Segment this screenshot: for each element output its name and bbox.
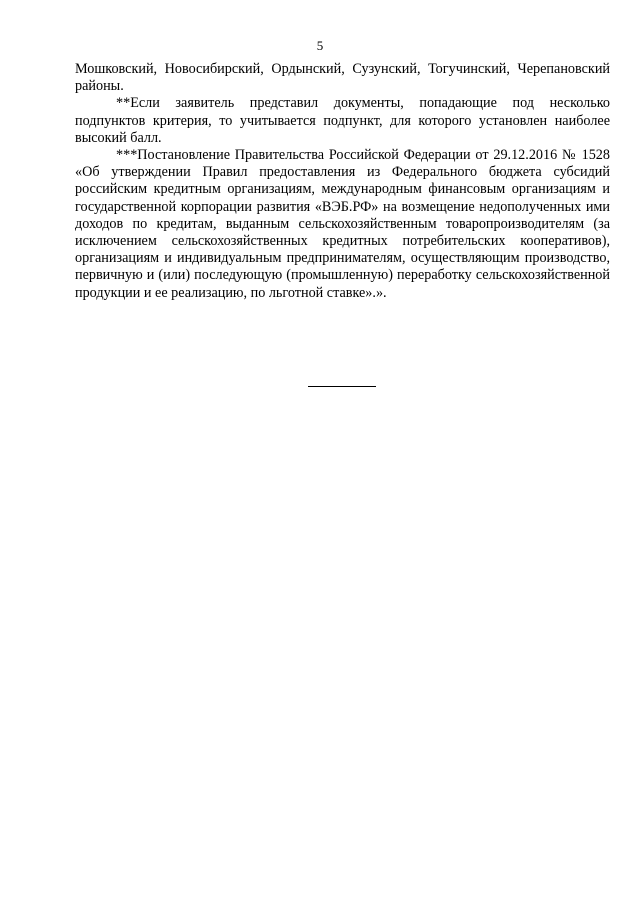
footnote-triple-asterisk: ***Постановление Правительства Российской Федерации от 29.12.2016 № 1528 «Об утверждении Правил предоставления из Федерального бюджета субсидий российским кредитным организациям, международным финансовым организациям и государственной корпорации развития «ВЭБ.РФ» на возмещение недополученных ими доходов по кредитам, выданным сельскохозяйственным товаропроизводителям (за исключением сельскохозяйственных кредитных потребительских кооперативов), организациям и индивидуальным предпринимателям, осуществляющим производство, первичную и (или) последующую (промышленную) переработку сельскохозяйственной продукции и ее реализацию, по льготной ставке».». xyxy=(75,147,610,301)
page-number: 5 xyxy=(316,38,324,53)
end-divider-line xyxy=(308,386,376,387)
footnote-double-asterisk: **Если заявитель представил документы, попадающие под несколько подпунктов критерия, то учитывается подпункт, для которого установлен наиболее высокий балл. xyxy=(75,95,610,146)
document-body xyxy=(75,61,610,302)
paragraph-districts: Мошковский, Новосибирский, Ордынский, Сузунский, Тогучинский, Черепановский районы. xyxy=(75,61,610,95)
